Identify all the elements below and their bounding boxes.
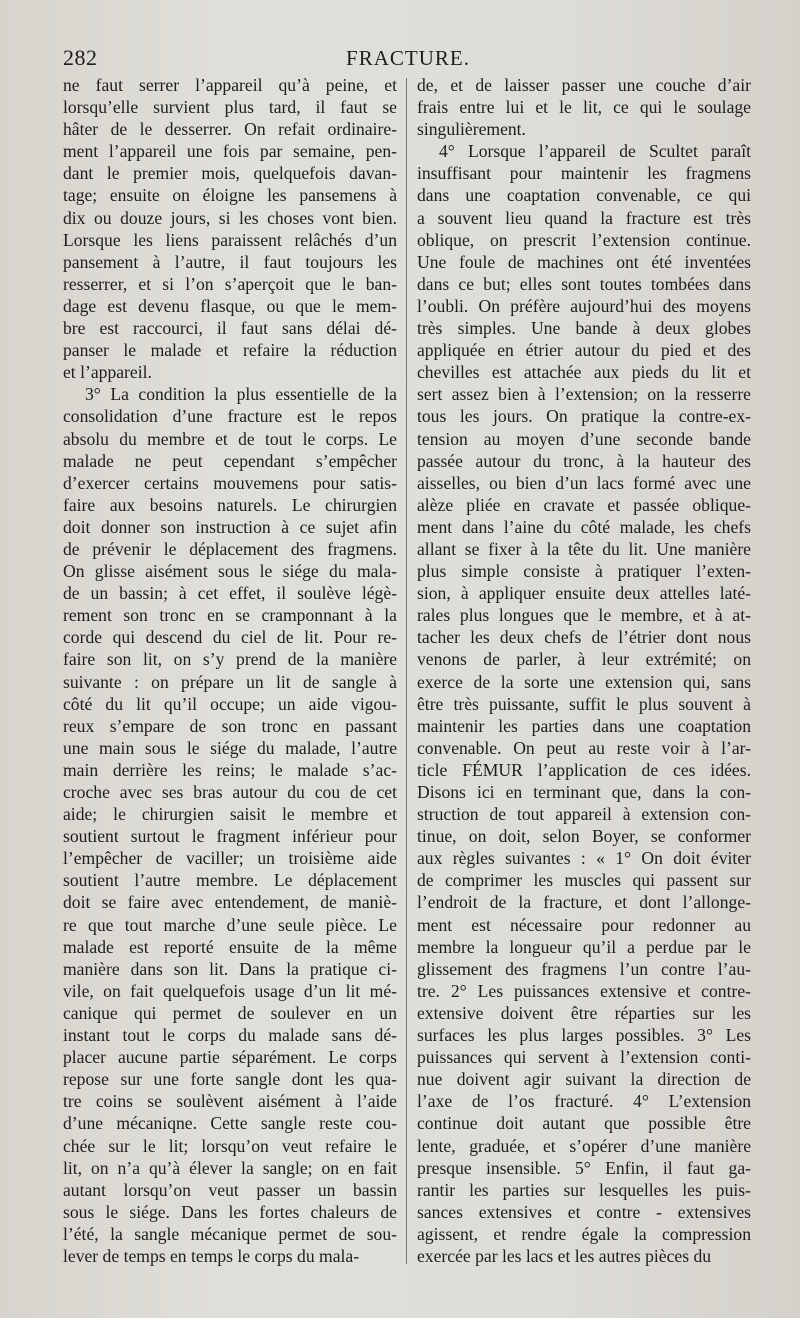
text-line: ment est nécessaire pour redonner au: [417, 914, 751, 935]
text-line: ment l’appareil une fois par semaine, pen-: [63, 141, 397, 162]
text-line: faire son lit, on s’y prend de la manière: [63, 649, 397, 670]
text-line: rement son tronc en se cramponnant à la: [63, 605, 397, 626]
text-line: bre est raccourci, il faut sans délai dé-: [63, 318, 397, 339]
text-line: tous les jours. On pratique la contre-ex-: [417, 406, 751, 427]
text-line: et l’appareil.: [63, 362, 152, 383]
text-line: exerce de la sorte une extension qui, sans: [417, 671, 751, 692]
text-line: singulièrement.: [417, 119, 526, 140]
text-line: lente, graduée, et s’opérer d’une manière: [417, 1135, 751, 1156]
text-line: reux s’empare de son tronc en passant: [63, 715, 397, 736]
text-line: autant lorsqu’on veut passer un bassin: [63, 1179, 397, 1200]
running-head: [63, 44, 753, 72]
text-line: tre coins se soulèvent aisément à l’aide: [63, 1091, 397, 1112]
text-line: presque insensible. 5° Enfin, il faut ga-: [417, 1157, 751, 1178]
text-line: appliquée en étrier autour du pied et des: [417, 340, 751, 361]
text-line: de prévenir le déplacement des fragmens.: [63, 538, 397, 559]
text-line: extensive doivent être réparties sur les: [417, 1002, 751, 1023]
text-line: sances extensives et contre - extensives: [417, 1201, 751, 1222]
right-column: [417, 74, 751, 1267]
text-line: dans une coaptation convenable, ce qui: [417, 185, 751, 206]
text-line: l’empêcher de vaciller; un troisième aide: [63, 848, 397, 869]
text-line: allant se fixer à la tête du lit. Une manière: [417, 538, 751, 559]
text-line: Lorsque les liens paraissent relâchés d’un: [63, 229, 397, 250]
text-line: aisselles, ou bien d’un lacs formé avec une: [417, 472, 751, 493]
text-line: plus simple consiste à pratiquer l’exten-: [417, 561, 751, 582]
text-line: sion, à appliquer ensuite deux attelles laté-: [417, 583, 751, 604]
text-line: surfaces les plus larges possibles. 3° Les: [417, 1025, 751, 1046]
text-line: tage; ensuite on éloigne les pansemens à: [63, 185, 397, 206]
text-line: ne faut serrer l’appareil qu’à peine, et: [63, 75, 397, 95]
text-line: être très puissante, suffit le plus souvent à: [417, 693, 751, 714]
text-line: dant le premier mois, quelquefois davan-: [63, 163, 397, 184]
text-line: de, et de laisser passer une couche d’air: [417, 75, 751, 95]
text-line: manière dans son lit. Dans la pratique ci-: [63, 958, 397, 979]
text-line: pansement à l’autre, il faut toujours les: [63, 251, 397, 272]
text-line: faire aux besoins naturels. Le chirurgien: [63, 494, 397, 515]
text-line: struction de tout appareil à extension con-: [417, 804, 751, 825]
text-line: de comprimer les muscles qui passent sur: [417, 870, 751, 891]
text-line: l’été, la sangle mécanique permet de sou-: [63, 1223, 397, 1244]
text-line: doit se faire avec entendement, de maniè-: [63, 892, 397, 913]
text-line: aux règles suivantes : « 1° On doit éviter: [417, 848, 751, 869]
text-line: ticle FÉMUR l’application de ces idées.: [417, 759, 751, 780]
text-line: ment dans l’aine du côté malade, les chefs: [417, 516, 751, 537]
text-line: repose sur une forte sangle dont les qua-: [63, 1069, 397, 1090]
text-line: a souvent lieu quand la fracture est très: [417, 207, 751, 228]
text-line: aide; le chirurgien saisit le membre et: [63, 804, 397, 825]
text-line: nue doivent agir suivant la direction de: [417, 1069, 751, 1090]
column-divider: [406, 78, 407, 1264]
text-line: tinue, on doit, selon Boyer, se conformer: [417, 826, 751, 847]
text-line: chée sur le lit; lorsqu’on veut refaire le: [63, 1135, 397, 1156]
text-line: consolidation d’une fracture est le repos: [63, 406, 397, 427]
text-line: tre. 2° Les puissances extensive et contre-: [417, 980, 751, 1001]
text-line: 4° Lorsque l’appareil de Scultet paraît: [439, 141, 751, 162]
text-line: l’endroit de la fracture, et dont l’allonge-: [417, 892, 751, 913]
text-line: tension au moyen d’une seconde bande: [417, 428, 751, 449]
text-line: exercée par les lacs et les autres pièces du: [417, 1245, 712, 1266]
text-line: resserrer, et si l’on s’aperçoit que le ban-: [63, 273, 397, 294]
text-line: Une foule de machines ont été inventées: [417, 251, 751, 272]
text-line: Disons ici en terminant que, dans la con-: [417, 782, 751, 802]
text-line: corde qui descend du ciel de lit. Pour re-: [63, 627, 397, 648]
text-line: malade ne peut cependant s’empêcher: [63, 450, 397, 471]
text-line: lit, on n’a qu’à élever la sangle; on en fait: [63, 1157, 397, 1178]
text-line: chevilles est attachée aux pieds du lit et: [417, 362, 751, 383]
text-line: absolu du membre et de tout le corps. Le: [63, 428, 397, 449]
text-line: très simples. Une bande à deux globes: [417, 318, 751, 339]
text-line: re que tout marche d’une seule pièce. Le: [63, 914, 397, 935]
text-line: d’une mécaniqne. Cette sangle reste cou-: [63, 1113, 397, 1134]
text-line: membre la longueur qu’il a perdue par le: [417, 936, 751, 957]
text-line: puissances qui servent à l’extension conti-: [417, 1047, 751, 1068]
text-line: lever de temps en temps le corps du mala-: [63, 1245, 360, 1266]
text-line: soutient l’autre membre. Le déplacement: [63, 870, 397, 891]
text-line: hâter de le desserrer. On refait ordinaire-: [63, 119, 397, 140]
page-number: 282: [63, 45, 98, 70]
text-line: venons de parler, à leur extrémité; on: [417, 649, 751, 670]
text-line: maintenir les parties dans une coaptation: [417, 715, 751, 736]
text-line: une main sous le siége du malade, l’autre: [63, 737, 397, 758]
text-line: dans ce but; elles sont toutes tombées dans: [417, 273, 751, 294]
text-line: d’exercer certains mouvemens pour satis-: [63, 472, 397, 493]
text-line: de un bassin; à cet effet, il soulève légè-: [63, 583, 397, 604]
text-line: vile, on fait quelquefois usage d’un lit mé-: [63, 980, 397, 1001]
text-line: côté du lit qu’il occupe; un aide vigou-: [63, 693, 397, 714]
text-line: suivante : on prépare un lit de sangle à: [63, 671, 397, 692]
text-line: frais entre lui et le lit, ce qui le soulage: [417, 97, 751, 118]
text-line: main derrière les reins; le malade s’ac-: [63, 759, 397, 780]
text-line: dix ou douze jours, si les choses vont bien.: [63, 207, 397, 228]
text-line: oblique, on prescrit l’extension continue.: [417, 229, 751, 250]
text-line: panser le malade et refaire la réduction: [63, 340, 397, 361]
running-title: FRACTURE.: [346, 46, 470, 70]
text-line: canique qui permet de soulever en un: [63, 1002, 397, 1023]
text-line: alèze pliée en cravate et passée oblique-: [417, 494, 751, 515]
text-line: glissement des fragmens l’un contre l’au-: [417, 958, 751, 979]
text-line: sert assez bien à l’extension; on la resserre: [417, 384, 751, 405]
left-column: [63, 74, 397, 1267]
text-line: instant tout le corps du malade sans dé-: [63, 1025, 397, 1046]
text-line: tacher les deux chefs de l’étrier dont nous: [417, 627, 751, 648]
text-line: l’axe de l’os fracturé. 4° L’extension: [417, 1091, 751, 1112]
text-line: rales plus longues que le membre, et à at-: [417, 605, 751, 626]
text-line: doit donner son instruction à ce sujet afin: [63, 516, 397, 537]
text-line: convenable. On peut au reste voir à l’ar-: [417, 737, 751, 758]
text-line: lorsqu’elle survient plus tard, il faut se: [63, 97, 397, 118]
text-line: dage est devenu flasque, ou que le mem-: [63, 295, 397, 316]
text-line: 3° La condition la plus essentielle de la: [85, 384, 397, 405]
text-line: continue doit autant que possible être: [417, 1113, 751, 1134]
text-line: malade est reporté ensuite de la même: [63, 936, 397, 957]
text-line: l’oubli. On préfère aujourd’hui des moyens: [417, 295, 751, 316]
text-line: rantir les parties sur lesquelles les puis-: [417, 1179, 751, 1200]
text-line: soutient surtout le fragment inférieur pour: [63, 826, 397, 847]
text-line: passée autour du tronc, à la hauteur des: [417, 450, 751, 471]
text-line: agissent, et rendre égale la compression: [417, 1223, 751, 1244]
text-line: placer aucune partie séparément. Le corps: [63, 1047, 397, 1068]
text-line: On glisse aisément sous le siége du mala-: [63, 561, 397, 582]
text-line: sous le siége. Dans les fortes chaleurs de: [63, 1201, 397, 1222]
text-line: insuffisant pour maintenir les fragmens: [417, 163, 751, 184]
text-line: croche avec ses bras autour du cou de cet: [63, 782, 397, 802]
